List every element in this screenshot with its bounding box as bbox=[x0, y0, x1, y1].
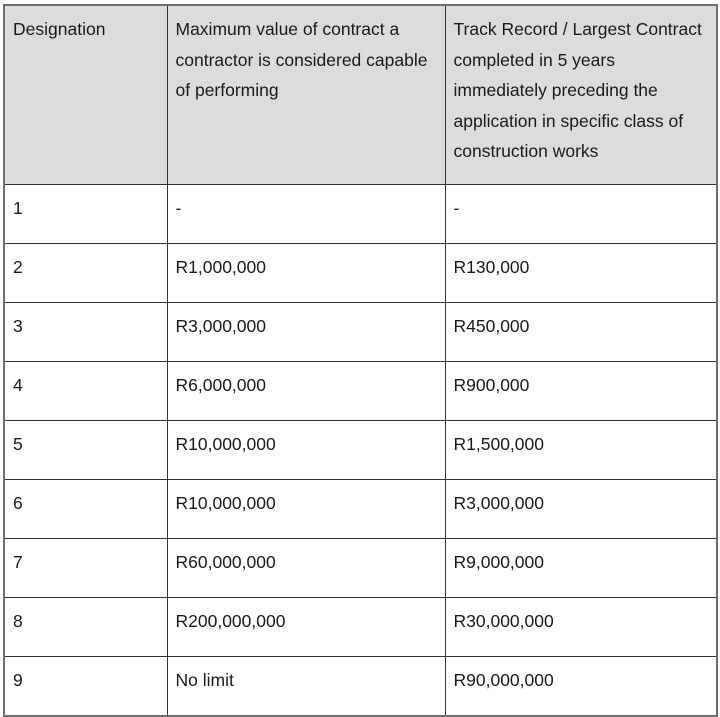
max-value-cell: R10,000,000 bbox=[167, 421, 445, 480]
designation-cell: 9 bbox=[4, 657, 167, 717]
designation-cell: 1 bbox=[4, 185, 167, 244]
contractor-grading-table bbox=[3, 4, 718, 717]
designation-cell: 6 bbox=[4, 480, 167, 539]
designation-cell: 3 bbox=[4, 303, 167, 362]
table-row bbox=[4, 480, 717, 539]
designation-cell: 2 bbox=[4, 244, 167, 303]
header-designation: Designation bbox=[4, 5, 167, 185]
track-record-cell: R1,500,000 bbox=[445, 421, 717, 480]
header-row bbox=[4, 5, 717, 185]
designation-cell: 7 bbox=[4, 539, 167, 598]
track-record-cell: - bbox=[445, 185, 717, 244]
track-record-cell: R3,000,000 bbox=[445, 480, 717, 539]
table-row bbox=[4, 598, 717, 657]
max-value-cell: R10,000,000 bbox=[167, 480, 445, 539]
track-record-cell: R9,000,000 bbox=[445, 539, 717, 598]
header-max-contract-value: Maximum value of contract a contractor is considered capable of performing bbox=[167, 5, 445, 185]
track-record-cell: R130,000 bbox=[445, 244, 717, 303]
track-record-cell: R900,000 bbox=[445, 362, 717, 421]
max-value-cell: - bbox=[167, 185, 445, 244]
table-row bbox=[4, 244, 717, 303]
max-value-cell: No limit bbox=[167, 657, 445, 717]
table-row bbox=[4, 185, 717, 244]
max-value-cell: R3,000,000 bbox=[167, 303, 445, 362]
table-row bbox=[4, 421, 717, 480]
table-row bbox=[4, 539, 717, 598]
max-value-cell: R60,000,000 bbox=[167, 539, 445, 598]
max-value-cell: R200,000,000 bbox=[167, 598, 445, 657]
max-value-cell: R6,000,000 bbox=[167, 362, 445, 421]
designation-cell: 4 bbox=[4, 362, 167, 421]
header-track-record: Track Record / Largest Contract completed in 5 years immediately preceding the application in specific class of construction works bbox=[445, 5, 717, 185]
table-row bbox=[4, 657, 717, 717]
track-record-cell: R30,000,000 bbox=[445, 598, 717, 657]
track-record-cell: R90,000,000 bbox=[445, 657, 717, 717]
designation-cell: 8 bbox=[4, 598, 167, 657]
table-row bbox=[4, 303, 717, 362]
track-record-cell: R450,000 bbox=[445, 303, 717, 362]
designation-cell: 5 bbox=[4, 421, 167, 480]
table-row bbox=[4, 362, 717, 421]
max-value-cell: R1,000,000 bbox=[167, 244, 445, 303]
